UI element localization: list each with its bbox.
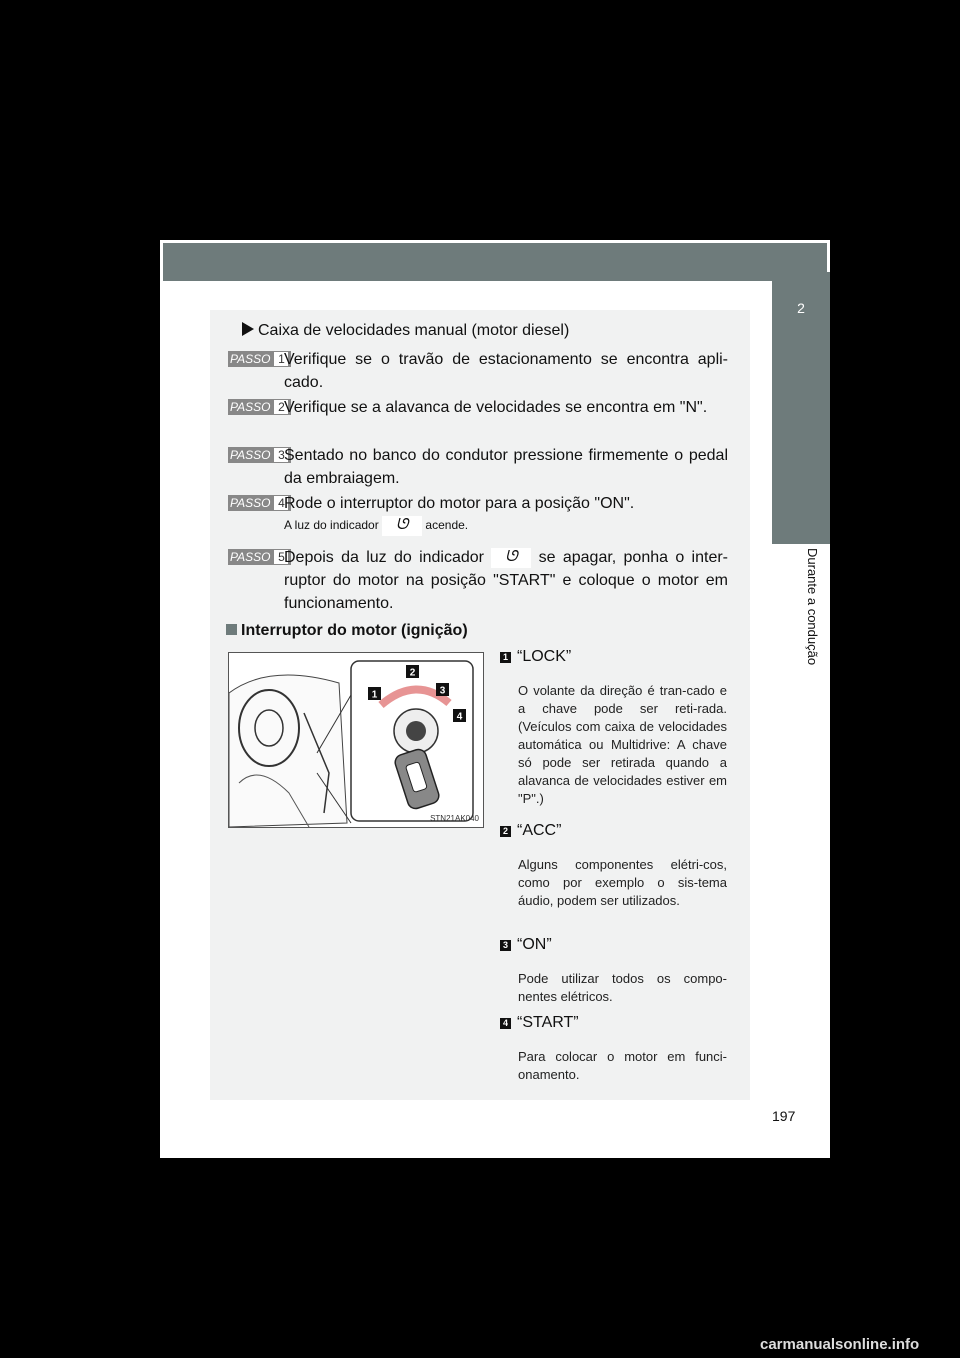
subsection-heading	[226, 622, 468, 640]
callout-4: 4	[456, 711, 463, 723]
position-description: Pode utilizar todos os compo-nentes elétricos.	[518, 971, 727, 1004]
callout-1: 1	[371, 689, 378, 701]
position-description: O volante da direção é tran-cado e a chave pode ser reti-rada. (Veículos com caixa de velocidades automática ou Multidrive: A chave só pode ser retirada quando a alavanca de velocidades estiver em "P".)	[518, 683, 727, 806]
glow-plug-icon: ᘎ	[491, 548, 531, 568]
step-text: Depois da luz do indicador ᘎ se apagar, ponha o inter-ruptor do motor na posição "START" e coloque o motor em funcionamento.	[284, 547, 728, 612]
step-text: Verifique se a alavanca de velocidades se encontra em "N".	[284, 399, 708, 416]
page-header-bar	[163, 243, 827, 281]
step-5	[228, 546, 728, 618]
step-text: Rode o interruptor do motor para a posição "ON".	[284, 495, 635, 512]
step-4-note: A luz do indicador ᘎ acende.	[284, 516, 468, 536]
chapter-tab	[772, 272, 830, 544]
position-title: “ON”	[517, 936, 552, 953]
ignition-figure	[228, 652, 484, 828]
step-1	[228, 348, 728, 396]
step-text: Sentado no banco do condutor pressione firmemente o pedal da embraiagem.	[284, 447, 728, 487]
glow-plug-icon: ᘎ	[382, 516, 422, 536]
position-title: “ACC”	[517, 822, 562, 839]
step-text: Verifique se o travão de estacionamento se encontra apli-cado.	[284, 351, 728, 391]
square-bullet-icon	[226, 624, 237, 635]
step-label: PASSO 3	[228, 447, 291, 463]
section-title: Caixa de velocidades manual (motor diesel)	[258, 322, 570, 339]
step-label: PASSO 1	[228, 351, 291, 367]
position-description: Para colocar o motor em funci-onamento.	[518, 1049, 727, 1082]
step-3	[228, 444, 728, 492]
position-item-start	[500, 1014, 740, 1094]
position-description: Alguns componentes elétri-cos, como por exemplo o sis-tema áudio, podem ser utilizados.	[518, 857, 727, 908]
ignition-illustration	[229, 653, 483, 827]
chapter-number: 2	[797, 300, 805, 316]
position-item-acc	[500, 822, 740, 932]
content-panel	[210, 310, 750, 1100]
position-item-on	[500, 936, 740, 1006]
section-heading	[242, 322, 569, 340]
callout-3: 3	[439, 685, 446, 697]
subsection-title: Interruptor do motor (ignição)	[241, 622, 468, 639]
step-label: PASSO 4	[228, 495, 291, 511]
step-label: PASSO 5	[228, 549, 291, 565]
number-marker: 2	[500, 826, 511, 837]
position-title: “LOCK”	[517, 648, 572, 665]
triangle-bullet-icon	[242, 322, 254, 336]
number-marker: 1	[500, 652, 511, 663]
number-marker: 4	[500, 1018, 511, 1029]
step-4	[228, 492, 728, 516]
step-label: PASSO 2	[228, 399, 291, 415]
position-item-lock	[500, 648, 740, 818]
chapter-title: Durante a condução	[805, 548, 820, 666]
number-marker: 3	[500, 940, 511, 951]
watermark: carmanualsonline.info	[760, 1336, 920, 1353]
step-2	[228, 396, 728, 444]
figure-caption: STN21AK040	[430, 814, 479, 823]
position-title: “START”	[517, 1014, 579, 1031]
page-number: 197	[772, 1108, 796, 1124]
callout-2: 2	[409, 667, 416, 679]
